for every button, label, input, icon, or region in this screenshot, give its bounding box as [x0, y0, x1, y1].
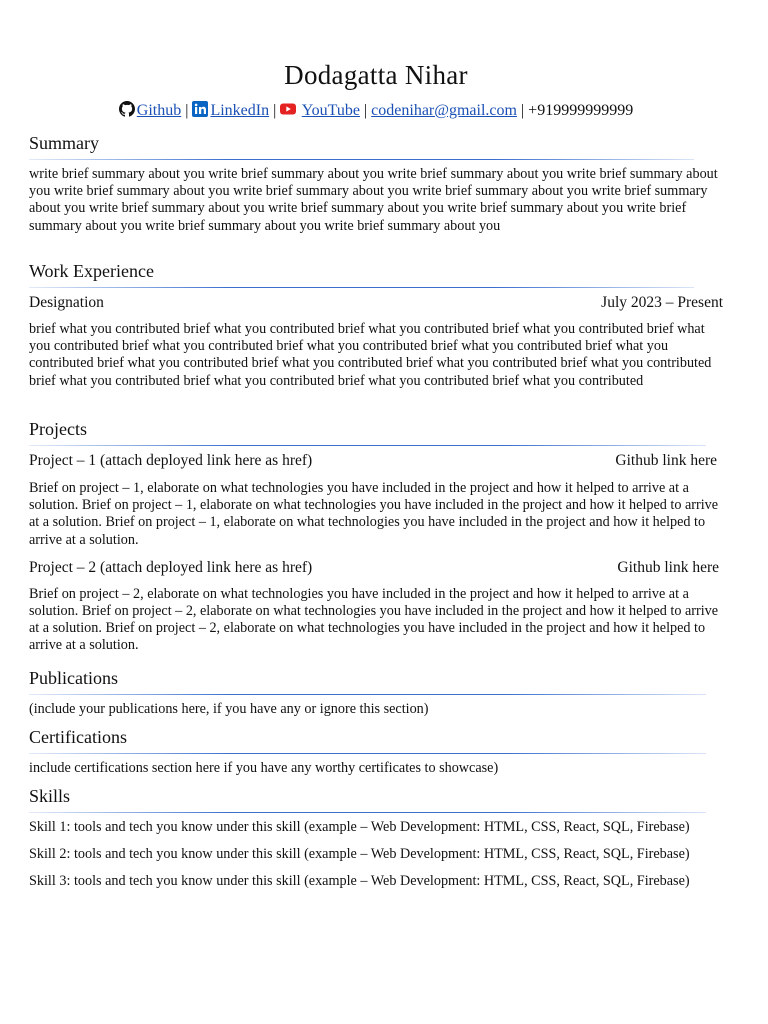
separator: |	[185, 102, 189, 119]
skill-item: Skill 1: tools and tech you know under this skill (example – Web Development: HTML, CSS, React, SQL, Firebase)	[29, 819, 690, 835]
certifications-text: include certifications section here if you have any worthy certificates to showcase)	[29, 760, 499, 776]
project-github-link[interactable]: Github link here	[615, 452, 717, 469]
summary-text: write brief summary about you write brief summary about you write brief summary about you write brief summary about you write brief summary about you write brief summary about you write brief summary about you write brief summary about you write brief summary about you write brief summary about you write brief summary about you write brief summary about you write brief summary about you write brief summary about you	[29, 166, 718, 234]
separator: |	[363, 102, 368, 119]
project-header	[29, 558, 719, 578]
email-link[interactable]: codenihar@gmail.com	[371, 102, 517, 119]
certifications-section	[29, 726, 723, 777]
job-dates: July 2023 – Present	[601, 294, 723, 311]
section-title: Publications	[29, 668, 118, 688]
section-divider	[29, 445, 706, 446]
work-experience-section	[29, 260, 723, 390]
section-title: Summary	[29, 133, 99, 153]
section-divider	[29, 812, 706, 813]
youtube-link[interactable]: YouTube	[301, 102, 360, 119]
section-divider	[29, 287, 694, 288]
section-title: Work Experience	[29, 261, 154, 281]
github-link[interactable]: Github	[136, 102, 182, 119]
skills-section	[29, 785, 723, 891]
job-description: brief what you contributed brief what you contributed brief what you contributed brief what you contributed brief what you contributed brief what you contributed brief what you contributed brief what you contributed brief what you contributed brief what you contributed brief what you contributed brief what you contributed brief what you contributed brief what you contributed brief what you contributed brief what you contributed brief what you contributed	[29, 321, 712, 389]
job-header	[29, 293, 723, 313]
project-name[interactable]: Project – 2 (attach deployed link here as href)	[29, 558, 313, 576]
project-name[interactable]: Project – 1 (attach deployed link here as href)	[29, 452, 313, 469]
publications-text: (include your publications here, if you have any or ignore this section)	[29, 701, 429, 717]
publications-section	[29, 667, 723, 718]
separator: |	[273, 102, 277, 119]
phone-number: +919999999999	[528, 102, 634, 119]
resume-name: Dodagatta Nihar	[284, 60, 468, 90]
section-title: Certifications	[29, 727, 127, 747]
section-title: Projects	[29, 419, 87, 439]
contact-links	[29, 100, 723, 122]
projects-section	[29, 418, 723, 655]
summary-section	[29, 132, 723, 235]
project-description: Brief on project – 1, elaborate on what technologies you have included in the project and how it helped to arrive at a solution. Brief on project – 1, elaborate on what technologies you have included in the project and how it helped to arrive at a solution. Brief on project – 1, elaborate on what technologies you have included in the project and how it helped to arrive at a solution.	[29, 480, 719, 548]
section-divider	[29, 753, 706, 754]
skill-item: Skill 3: tools and tech you know under this skill (example – Web Development: HTML, CSS, React, SQL, Firebase)	[29, 873, 690, 890]
youtube-icon	[280, 101, 296, 117]
section-divider	[29, 159, 694, 160]
project-description: Brief on project – 2, elaborate on what technologies you have included in the project and how it helped to arrive at a solution. Brief on project – 2, elaborate on what technologies you have included in the project and how it helped to arrive at a solution. Brief on project – 2, elaborate on what technologies you have included in the project and how it helped to arrive at a solution.	[29, 585, 719, 654]
separator: |	[520, 102, 525, 119]
section-title: Skills	[29, 786, 71, 806]
section-divider	[29, 694, 706, 695]
linkedin-icon	[192, 101, 208, 117]
job-designation: Designation	[29, 294, 104, 311]
project-github-link[interactable]: Github link here	[617, 558, 719, 576]
linkedin-link[interactable]: LinkedIn	[210, 102, 270, 119]
github-icon	[119, 101, 135, 117]
skill-item: Skill 2: tools and tech you know under this skill (example – Web Development: HTML, CSS, React, SQL, Firebase)	[29, 846, 690, 863]
project-header	[29, 451, 717, 471]
